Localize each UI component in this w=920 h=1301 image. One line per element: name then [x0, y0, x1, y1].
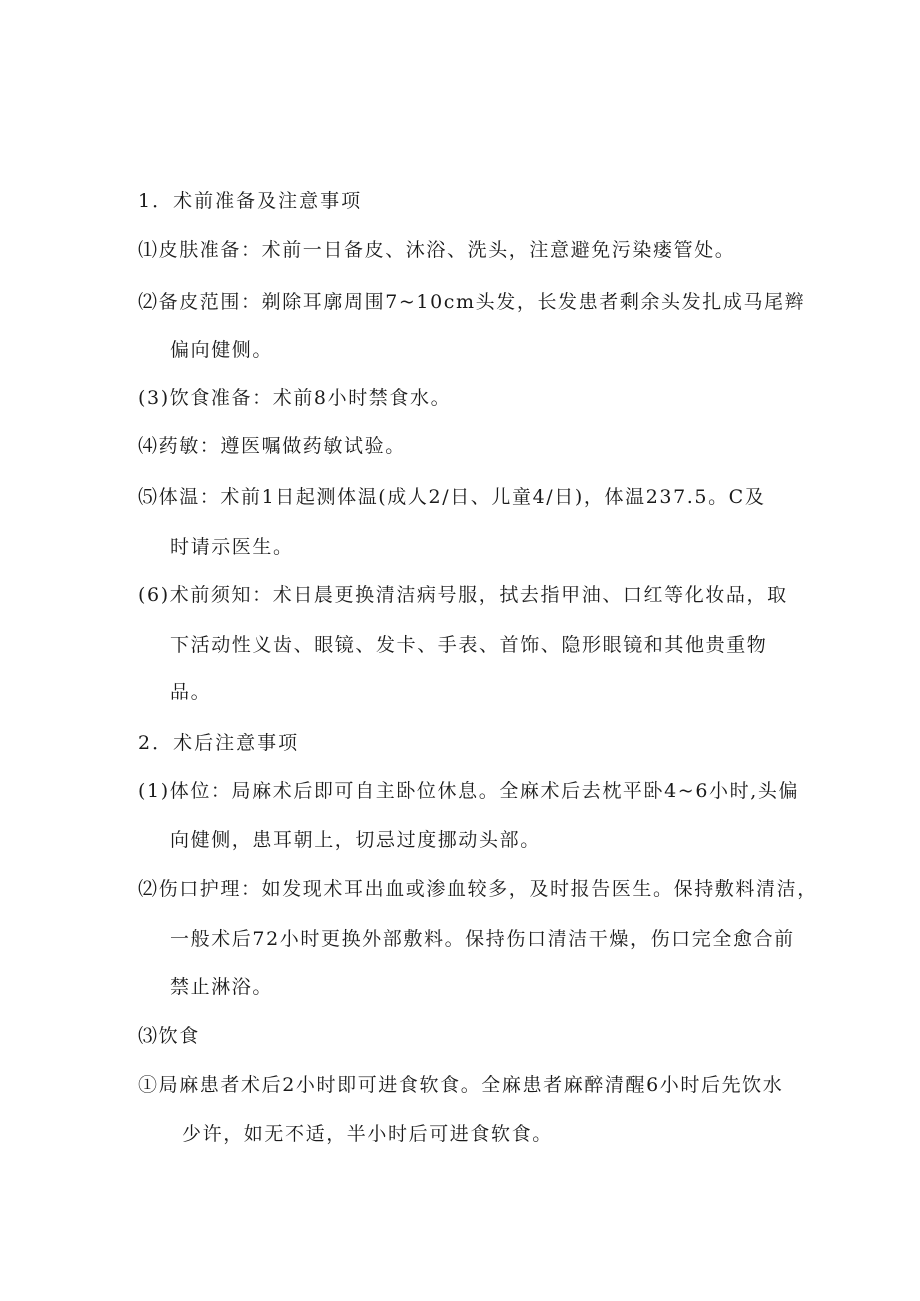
paragraph-line: (3)饮食准备：术前8小时禁食水。 — [138, 387, 452, 409]
paragraph-line: (6)术前须知：术日晨更换清洁病号服，拭去指甲油、口红等化妆品，取 — [138, 584, 788, 606]
paragraph-line: ⑶饮食 — [138, 1025, 200, 1047]
paragraph-line-continued: 品。 — [170, 681, 212, 703]
section-heading: 1．术前准备及注意事项 — [138, 190, 363, 212]
paragraph-line: ⑵伤口护理：如发现术耳出血或渗血较多，及时报告医生。保持敷料清洁， — [138, 878, 818, 900]
paragraph-line-continued: 时请示医生。 — [170, 536, 294, 558]
paragraph-line: ①局麻患者术后2小时即可进食软食。全麻患者麻醉清醒6小时后先饮水 — [138, 1074, 784, 1096]
section-heading: 2．术后注意事项 — [138, 732, 300, 754]
paragraph-line-continued: 下活动性义齿、眼镜、发卡、手表、首饰、隐形眼镜和其他贵重物 — [170, 634, 768, 656]
paragraph-line: (1)体位：局麻术后即可自主卧位休息。全麻术后去枕平卧4~6小时,头偏 — [138, 780, 800, 802]
paragraph-line: ⑵备皮范围：剃除耳廓周围7~10cm头发，长发患者剩余头发扎成马尾辫 — [138, 291, 806, 313]
paragraph-line: ⑴皮肤准备：术前一日备皮、沐浴、洗头，注意避免污染瘘管处。 — [138, 239, 736, 261]
paragraph-line: ⑷药敏：遵医嘱做药敏试验。 — [138, 435, 406, 457]
paragraph-line-continued: 一般术后72小时更换外部敷料。保持伤口清洁干燥，伤口完全愈合前 — [170, 928, 795, 950]
paragraph-line-continued: 少许，如无不适，半小时后可进食软食。 — [182, 1123, 553, 1145]
paragraph-line-continued: 向健侧，患耳朝上，切忌过度挪动头部。 — [170, 829, 541, 851]
paragraph-line: ⑸体温：术前1日起测体温(成人2/日、儿童4/日)，体温237.5。C及 — [138, 486, 766, 508]
paragraph-line-continued: 禁止淋浴。 — [170, 976, 274, 998]
paragraph-line-continued: 偏向健侧。 — [170, 339, 274, 361]
